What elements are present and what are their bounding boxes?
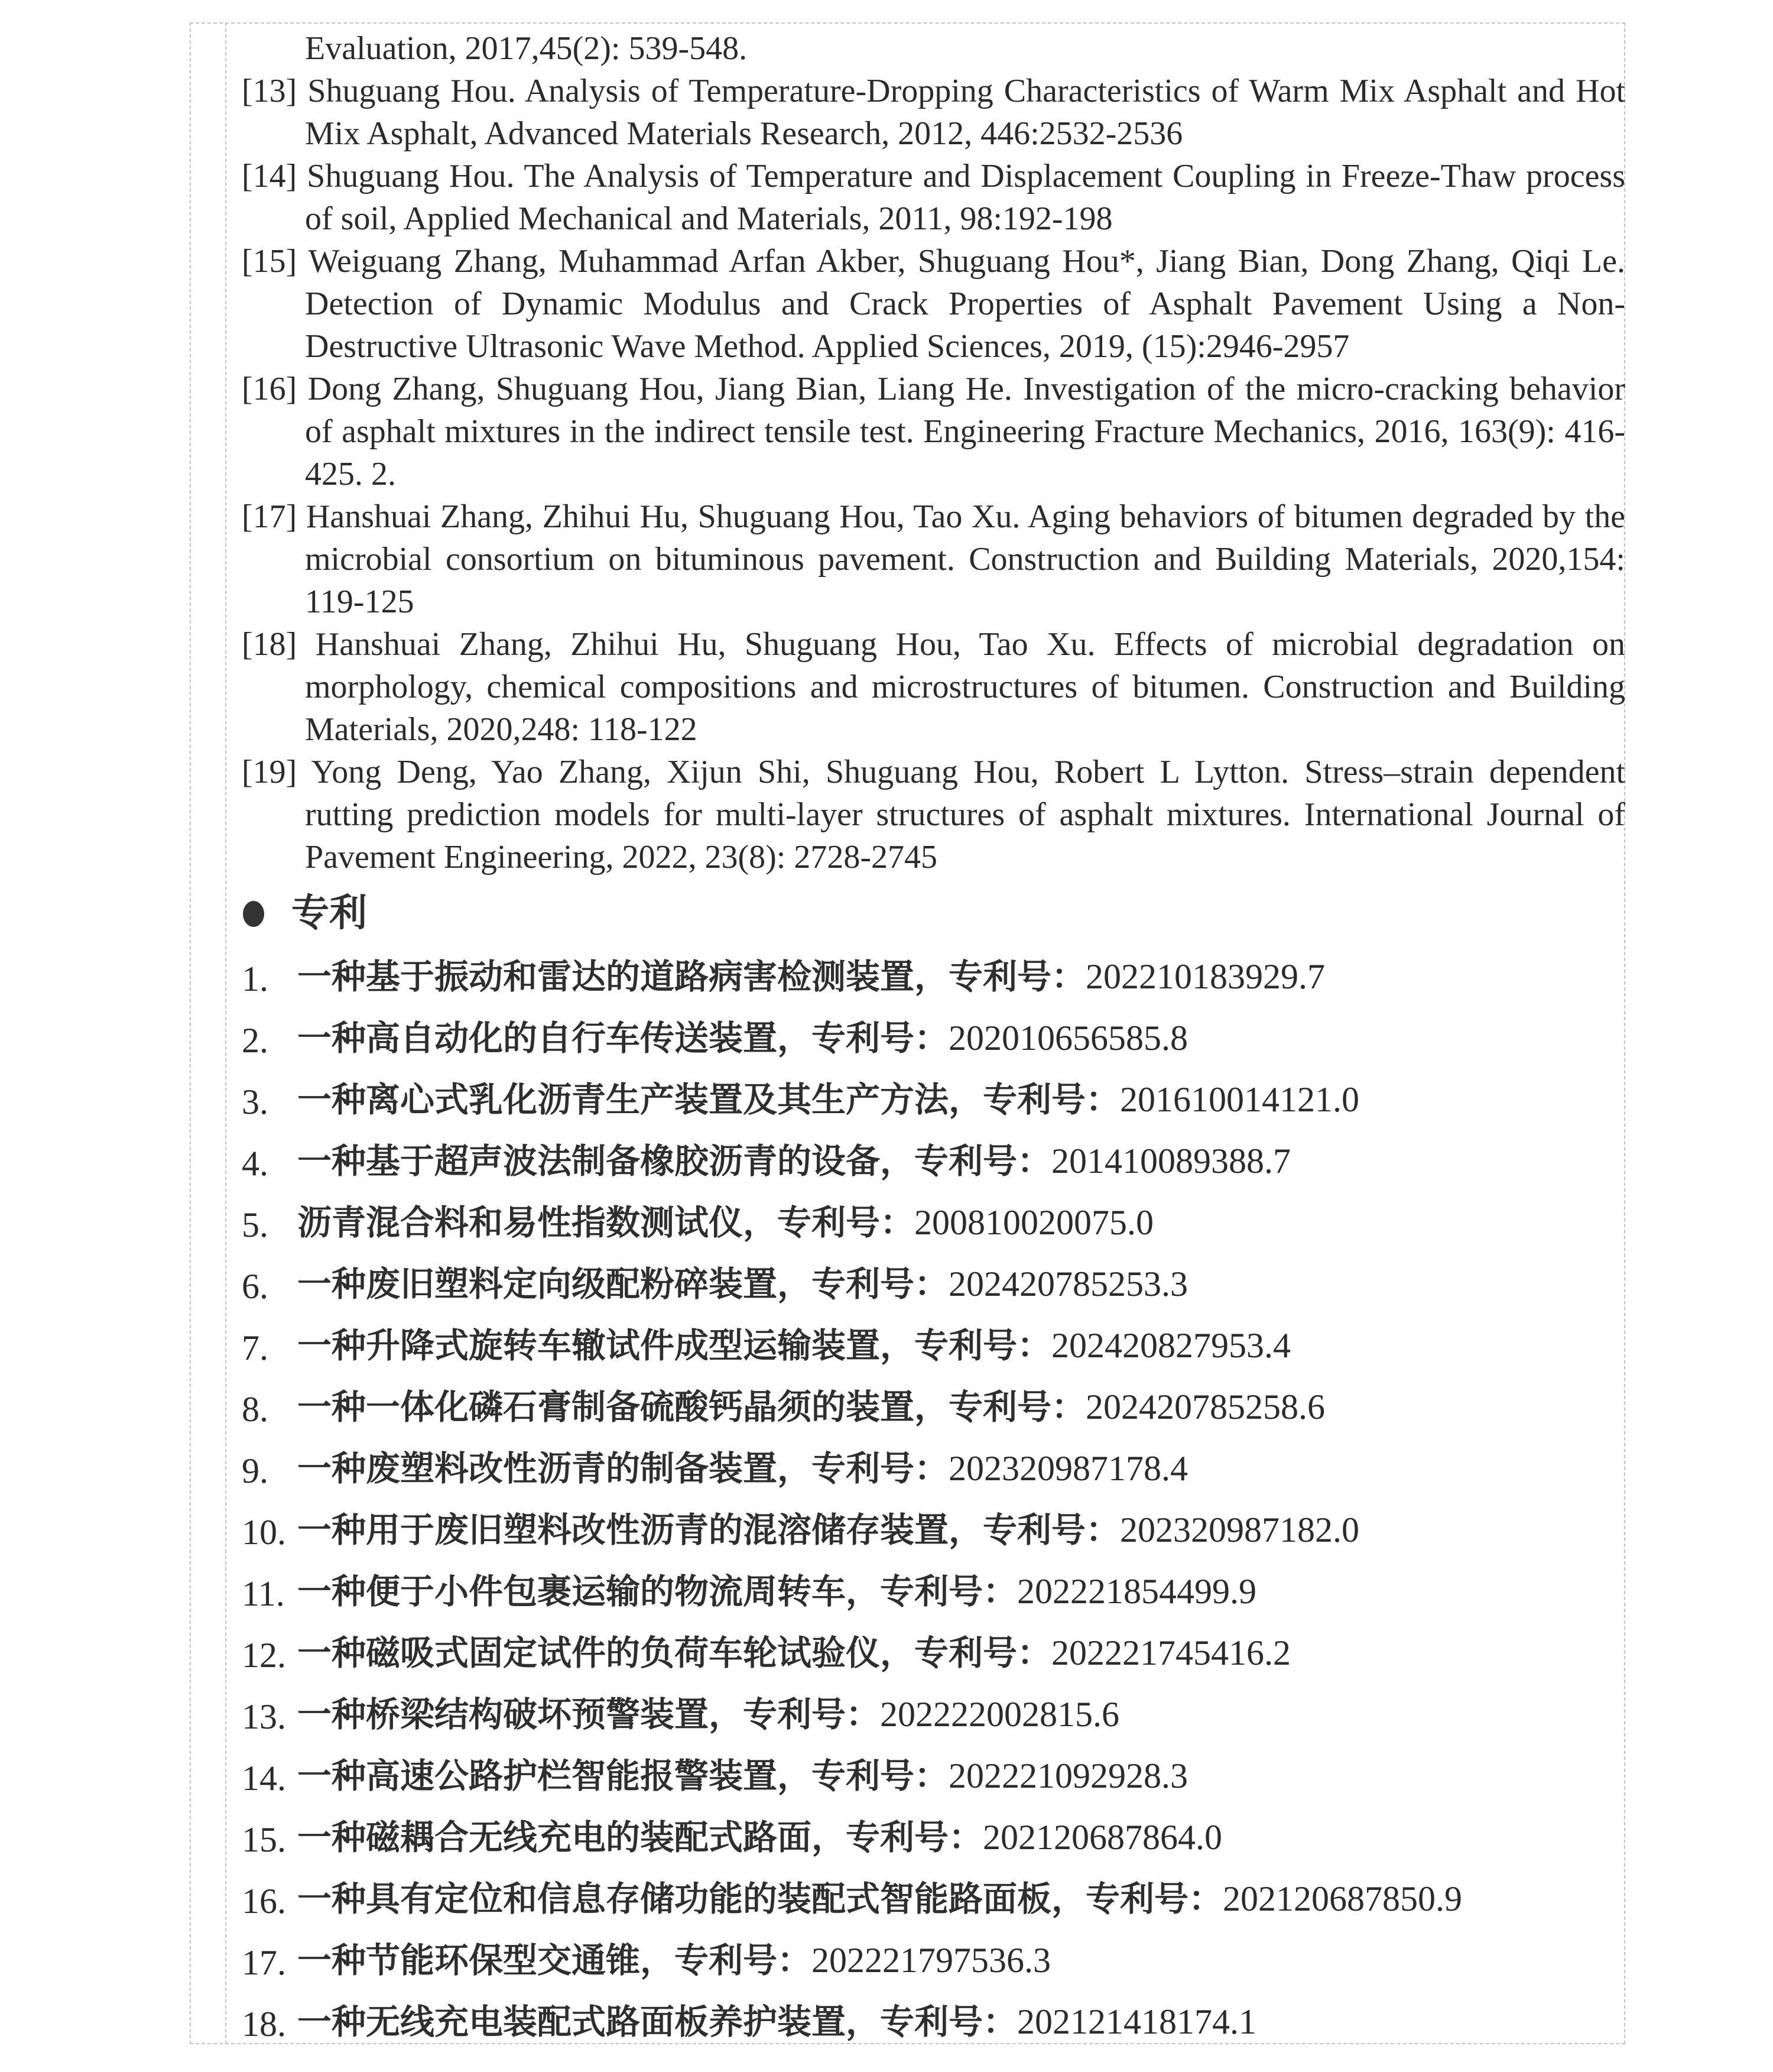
patent-id: 201610014121.0 [1120, 1080, 1360, 1119]
patent-item-5 [225, 1194, 1625, 1256]
reference-marker: [18] [242, 626, 316, 663]
patent-list-number: 2. [242, 1021, 268, 1060]
patent-title: 一种桥梁结构破坏预警装置，专利号： [297, 1695, 881, 1734]
patent-list-number: 17. [242, 1943, 286, 1982]
reference-marker: [17] [242, 498, 306, 535]
patent-list-number: 1. [242, 959, 268, 998]
patent-title: 一种磁吸式固定试件的负荷车轮试验仪，专利号： [297, 1634, 1052, 1672]
patent-list-number: 7. [242, 1328, 268, 1367]
reference-item-13: [13] Shuguang Hou. Analysis of Temperature-Dropping Characteristics of Warm Mix Asphalt and Hot Mix Asphalt, Advanced Materials Research, 2012, 446:2532-2536 [242, 73, 1625, 152]
patent-item-1 [225, 948, 1625, 1010]
patent-title: 沥青混合料和易性指数测试仪，专利号： [297, 1204, 915, 1242]
reference-marker: [16] [242, 371, 308, 407]
patent-list-number: 6. [242, 1267, 268, 1306]
patent-list-number: 12. [242, 1636, 286, 1675]
patent-title: 一种基于超声波法制备橡胶沥青的设备，专利号： [297, 1142, 1052, 1181]
patent-item-16 [225, 1870, 1625, 1932]
patent-id: 202210183929.7 [1086, 957, 1326, 996]
patent-id: 202221797536.3 [811, 1941, 1051, 1980]
patent-title: 一种用于废旧塑料改性沥青的混溶储存装置，专利号： [297, 1511, 1121, 1549]
patent-list-number: 13. [242, 1697, 286, 1736]
patent-item-13 [225, 1686, 1625, 1747]
patent-title: 一种废旧塑料定向级配粉碎装置，专利号： [297, 1265, 949, 1303]
patent-id: 202121418174.1 [1017, 2002, 1257, 2041]
patent-title: 一种离心式乳化沥青生产装置及其生产方法，专利号： [297, 1081, 1121, 1119]
patent-id: 202320987182.0 [1120, 1510, 1360, 1549]
patent-list-number: 9. [242, 1451, 268, 1490]
reference-marker: [19] [242, 754, 311, 790]
patent-item-11 [225, 1563, 1625, 1624]
patent-list-number: 15. [242, 1820, 286, 1859]
patent-title: 一种一体化磷石膏制备硫酸钙晶须的装置，专利号： [297, 1388, 1086, 1426]
patent-title: 一种无线充电装配式路面板养护装置，专利号： [297, 2003, 1018, 2041]
references-list [225, 27, 1625, 878]
patent-title: 一种磁耦合无线充电的装配式路面，专利号： [297, 1818, 983, 1857]
patent-list-number: 3. [242, 1082, 268, 1121]
bullet-icon [243, 901, 264, 927]
patent-title: 一种便于小件包裹运输的物流周转车，专利号： [297, 1572, 1018, 1611]
patent-item-17 [225, 1932, 1625, 1993]
patent-id: 202320987178.4 [949, 1449, 1189, 1488]
patent-list-number: 10. [242, 1513, 286, 1552]
patent-list-number: 16. [242, 1882, 286, 1921]
patent-list-number: 14. [242, 1759, 286, 1798]
patent-item-7 [225, 1317, 1625, 1379]
patent-id: 202010656585.8 [949, 1019, 1189, 1058]
reference-item-14: [14] Shuguang Hou. The Analysis of Temperature and Displacement Coupling in Freeze-Thaw process of soil, Applied Mechanical and Materials, 2011, 98:192-198 [242, 158, 1625, 237]
patent-list-number: 5. [242, 1205, 268, 1244]
patent-title: 一种升降式旋转车辙试件成型运输装置，专利号： [297, 1327, 1052, 1365]
patent-list-number: 18. [242, 2005, 286, 2044]
patent-title: 一种基于振动和雷达的道路病害检测装置，专利号： [297, 958, 1086, 996]
patent-item-18 [225, 1993, 1625, 2055]
patent-title: 一种高自动化的自行车传送装置，专利号： [297, 1019, 949, 1058]
reference-marker: [13] [242, 73, 308, 109]
patents-list [225, 948, 1625, 2055]
patent-list-number: 11. [242, 1574, 285, 1613]
patent-id: 202120687864.0 [983, 1818, 1223, 1857]
patent-item-14 [225, 1747, 1625, 1809]
patent-item-9 [225, 1440, 1625, 1502]
patent-id: 202420785253.3 [949, 1264, 1189, 1303]
patent-id: 202420827953.4 [1051, 1326, 1291, 1365]
patent-title: 一种废塑料改性沥青的制备装置，专利号： [297, 1450, 949, 1488]
patent-item-10 [225, 1502, 1625, 1563]
reference-item-18: [18] Hanshuai Zhang, Zhihui Hu, Shuguang Hou, Tao Xu. Effects of microbial degradation on morphology, chemical compositions and microstructures of bitumen. Construction and Building Materials, 2020,248: 118-122 [242, 626, 1626, 748]
patent-list-number: 4. [242, 1144, 268, 1183]
patent-id: 202120687850.9 [1223, 1879, 1463, 1918]
reference-item-17: [17] Hanshuai Zhang, Zhihui Hu, Shuguang Hou, Tao Xu. Aging behaviors of bitumen degraded by the microbial consortium on bituminous pavement. Construction and Building Materials, 2020,154: 119-125 [242, 498, 1625, 620]
patent-id: 202222002815.6 [880, 1695, 1120, 1734]
patent-item-12 [225, 1624, 1625, 1686]
reference-item-15: [15] Weiguang Zhang, Muhammad Arfan Akber, Shuguang Hou*, Jiang Bian, Dong Zhang, Qiqi Le. Detection of Dynamic Modulus and Crack Properties of Asphalt Pavement Using a Non-Destructive Ultrasonic Wave Method. Applied Sciences, 2019, (15):2946-2957 [242, 243, 1625, 365]
reference-continuation: Evaluation, 2017,45(2): 539-548. [305, 30, 748, 67]
patent-id: 202221092928.3 [949, 1756, 1189, 1795]
patent-title: 一种高速公路护栏智能报警装置，专利号： [297, 1757, 949, 1795]
patent-id: 202221854499.9 [1017, 1572, 1257, 1611]
patent-title: 一种具有定位和信息存储功能的装配式智能路面板，专利号： [297, 1880, 1223, 1918]
patent-item-6 [225, 1256, 1625, 1317]
patent-item-4 [225, 1133, 1625, 1194]
reference-item-16: [16] Dong Zhang, Shuguang Hou, Jiang Bian, Liang He. Investigation of the micro-cracking behavior of asphalt mixtures in the indirect tensile test. Engineering Fracture Mechanics, 2016, 163(9): 416-425. 2. [242, 371, 1625, 492]
patent-item-3 [225, 1071, 1625, 1133]
patent-id: 201410089388.7 [1051, 1142, 1291, 1181]
reference-item-19: [19] Yong Deng, Yao Zhang, Xijun Shi, Shuguang Hou, Robert L Lytton. Stress–strain dependent rutting prediction models for multi-layer structures of asphalt mixtures. International Journal of Pavement Engineering, 2022, 23(8): 2728-2745 [242, 754, 1626, 876]
patents-section-title: 专利 [291, 891, 367, 934]
patent-id: 202420785258.6 [1086, 1387, 1326, 1426]
reference-marker: [14] [242, 158, 307, 194]
patent-title: 一种节能环保型交通锥，专利号： [297, 1941, 812, 1980]
patent-id: 202221745416.2 [1051, 1633, 1291, 1672]
reference-marker: [15] [242, 243, 309, 280]
patent-item-2 [225, 1010, 1625, 1071]
patent-item-15 [225, 1809, 1625, 1870]
patent-id: 200810020075.0 [914, 1203, 1154, 1242]
patent-item-8 [225, 1379, 1625, 1440]
patent-list-number: 8. [242, 1390, 268, 1429]
